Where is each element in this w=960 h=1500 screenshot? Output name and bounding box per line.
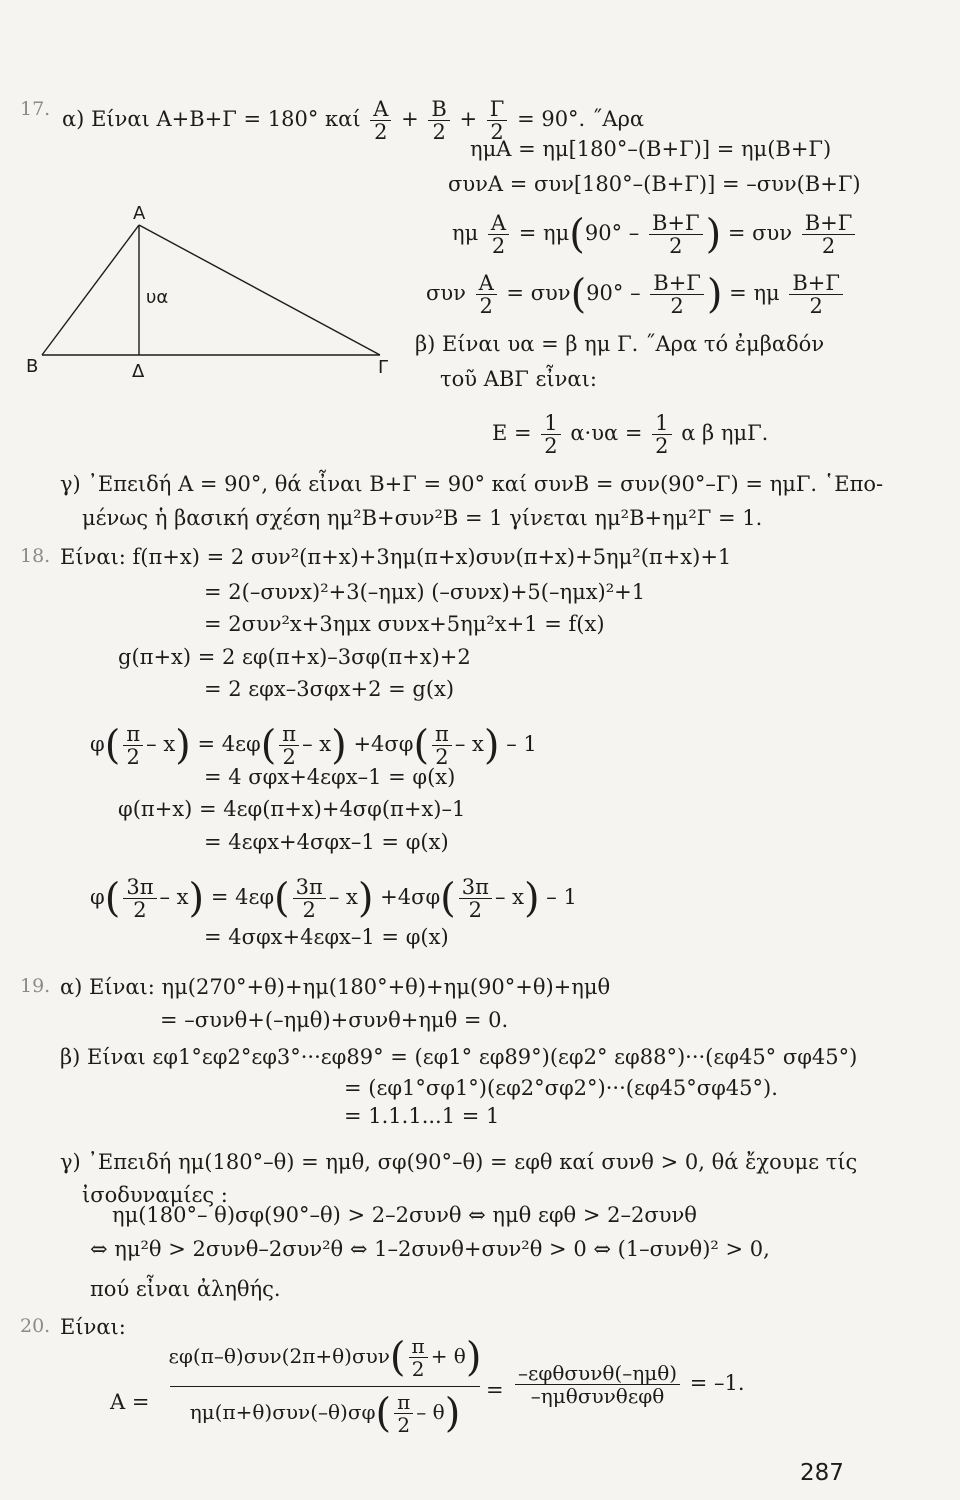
ex18-line4: g(π+x) = 2 εφ(π+x)–3σφ(π+x)+2 [118, 645, 471, 669]
ex17-c-line2: μένως ἡ βασική σχέση ημ²Β+συν²Β = 1 γίνεται ημ²Β+ημ²Γ = 1. [82, 506, 763, 530]
vertex-g-label: Γ [378, 357, 389, 378]
side-ag [139, 225, 380, 355]
ex19-c-line1: γ) ᾿Επειδή ημ(180°–θ) = ημθ, σφ(90°–θ) = εφθ καί συνθ > 0, θά ἔχουμε τίς [60, 1150, 858, 1174]
fraction-b-over-2: $\frac{B}{2}$ [428, 98, 449, 143]
ex20-line1: Είναι: [60, 1315, 126, 1339]
ex20-numerator: εφ(π–θ)συν(2π+θ)συν( $\frac{\pi}{2}$ + θ) [168, 1334, 482, 1381]
vertex-b-label: Β [26, 356, 39, 377]
ex17-b-line: β) Είναι υα = β ημ Γ. ˝Αρα τό ἐμβαδόν [415, 332, 825, 356]
exercise-number-20: 20. [20, 1315, 51, 1337]
ex17-eq2: συνΑ = συν[180°–(Β+Γ)] = –συν(Β+Γ) [448, 172, 861, 196]
ex17-a-end: = 90°. ˝Αρα [517, 107, 645, 131]
altitude-label: υα [146, 287, 169, 308]
exercise-number-17: 17. [20, 98, 51, 120]
foot-d-label: Δ [132, 361, 145, 382]
triangle-figure [20, 195, 410, 385]
ex17-eq4: συν $\frac{A}{2}$ = συν(90° – $\frac{B+\Gamma}{2}$ ) = ημ $\frac{B+\Gamma}{2}$ [426, 272, 846, 317]
ex18-line3: = 2συν²x+3ημx συνx+5ημ²x+1 = f(x) [204, 612, 605, 636]
fraction-g-over-2: $\frac{\Gamma}{2}$ [487, 98, 508, 143]
ex20-denominator: ημ(π+θ)συν(–θ)σφ( $\frac{\pi}{2}$ – θ) [189, 1390, 461, 1437]
ex20-big-fraction [165, 1335, 485, 1436]
ex17-eq3: ημ $\frac{A}{2}$ = ημ(90° – $\frac{B+\Gamma}{2}$ ) = συν $\frac{B+\Gamma}{2}$ [452, 212, 858, 257]
ex20-equals: = [486, 1378, 504, 1402]
ex20-right-fraction: $\frac{\text{–εφθσυνθ(–ημθ)}}{\text{–ημθσυνθεφθ}}$ = –1. [512, 1362, 745, 1407]
ex18-line7: = 4 σφx+4εφx–1 = φ(x) [204, 765, 456, 789]
ex19-c-line3: ημ(180°– θ)σφ(90°–θ) > 2–2συνθ ⇔ ημθ εφθ > 2–2συνθ [112, 1203, 697, 1227]
side-ab [42, 225, 139, 355]
ex18-line11: = 4σφx+4εφx–1 = φ(x) [204, 925, 449, 949]
ex18-line6: φ( $\frac{\pi}{2}$ – x) = 4εφ( $\frac{\pi}{2}$ – x) +4σφ( $\frac{\pi}{2}$ – x) – 1 [90, 722, 537, 769]
ex17-a-label: α) [62, 107, 85, 131]
page-number: 287 [800, 1460, 844, 1486]
ex18-line1: Είναι: f(π+x) = 2 συν²(π+x)+3ημ(π+x)συν(π+x)+5ημ²(π+x)+1 [60, 545, 732, 569]
ex19-c-line2: ἰσοδυναμίες : [82, 1183, 228, 1207]
ex19-a-line2: = –συνθ+(–ημθ)+συνθ+ημθ = 0. [160, 1008, 509, 1032]
ex17-eq1: ημΑ = ημ[180°–(Β+Γ)] = ημ(Β+Γ) [470, 137, 832, 161]
fraction-a-over-2: $\frac{A}{2}$ [370, 98, 391, 143]
ex17-a-text: Είναι Α+Β+Γ = 180° καί [91, 107, 361, 131]
exercise-number-18: 18. [20, 545, 51, 567]
ex19-b-line1: β) Είναι εφ1°εφ2°εφ3°···εφ89° = (εφ1° εφ89°)(εφ2° εφ88°)···(εφ45° σφ45°) [60, 1045, 858, 1069]
ex17-area-formula: Ε = $\frac{1}{2}$ α·υα = $\frac{1}{2}$ α β ημΓ. [492, 411, 769, 458]
ex19-a-line1: α) Είναι: ημ(270°+θ)+ημ(180°+θ)+ημ(90°+θ)+ημθ [60, 975, 611, 999]
ex19-b-line2: = (εφ1°σφ1°)(εφ2°σφ2°)···(εφ45°σφ45°). [344, 1076, 778, 1100]
ex18-line2: = 2(–συνx)²+3(–ημx) (–συνx)+5(–ημx)²+1 [204, 580, 646, 604]
ex18-line8: φ(π+x) = 4εφ(π+x)+4σφ(π+x)–1 [118, 797, 466, 821]
ex18-line5: = 2 εφx–3σφx+2 = g(x) [204, 677, 455, 701]
ex19-b-line3: = 1.1.1...1 = 1 [344, 1104, 500, 1128]
vertex-a-label: Α [133, 203, 146, 224]
ex17-c-line1: γ) ᾿Επειδή Α = 90°, θά εἶναι Β+Γ = 90° καί συνΒ = συν(90°–Γ) = ημΓ. ῾Επο- [60, 472, 884, 496]
ex18-line10: φ( $\frac{3\pi}{2}$ – x) = 4εφ( $\frac{3\pi}{2}$ – x) +4σφ( $\frac{3\pi}{2}$ – x) – 1 [90, 875, 577, 922]
ex19-c-line4: ⇔ ημ²θ > 2συνθ–2συν²θ ⇔ 1–2συνθ+συν²θ > 0 ⇔ (1–συνθ)² > 0, [90, 1237, 770, 1261]
ex18-line9: = 4εφx+4σφx–1 = φ(x) [204, 830, 449, 854]
ex20-a-eq: Α = [110, 1390, 150, 1414]
ex17-b-line2: τοῦ ΑΒΓ εἶναι: [440, 367, 597, 391]
exercise-number-19: 19. [20, 975, 51, 997]
ex17-a-line: α) Είναι Α+Β+Γ = 180° καί $\frac{A}{2}$ + $\frac{B}{2}$ + $\frac{\Gamma}{2}$ = 90°. ˝Αρα [62, 97, 645, 144]
ex19-c-line5: πού εἶναι ἀληθής. [90, 1277, 281, 1301]
